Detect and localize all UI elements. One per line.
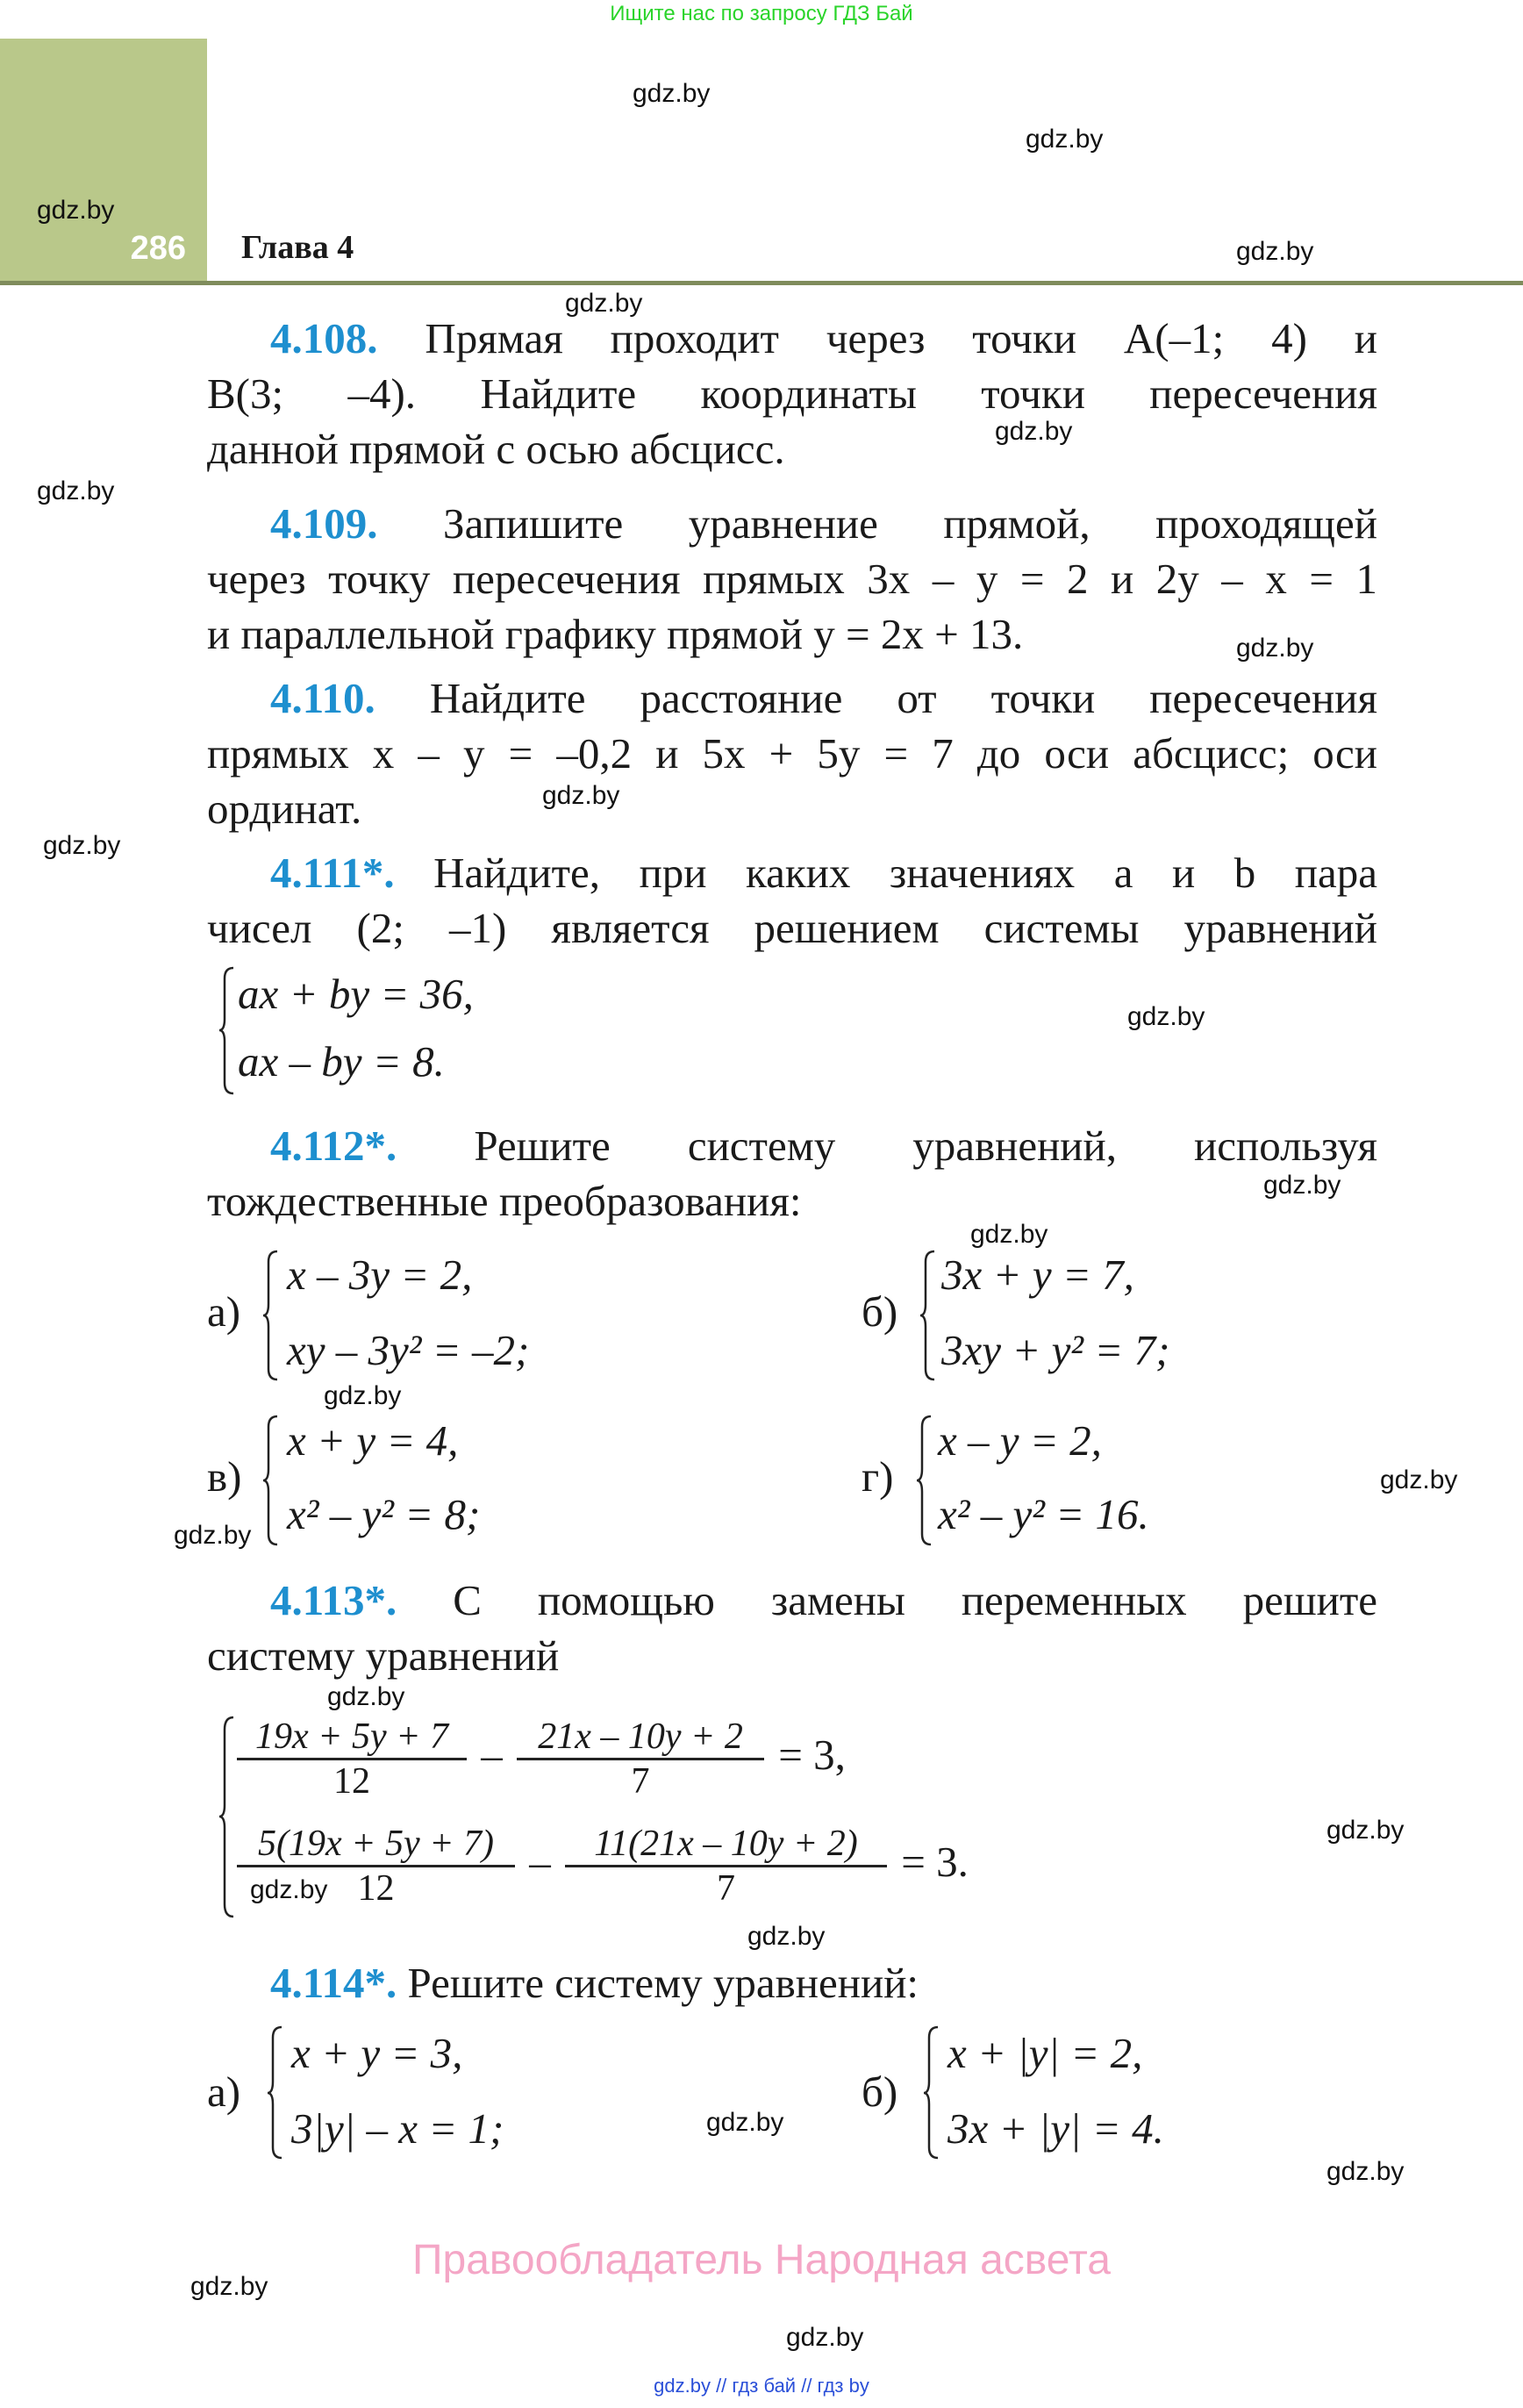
problem-number: 4.113*. xyxy=(270,1576,397,1624)
watermark: gdz.by xyxy=(542,781,620,810)
problem-4-113 xyxy=(207,1573,1377,1683)
equation: xy – 3y² = –2; xyxy=(287,1326,530,1374)
brace-icon xyxy=(219,968,237,1093)
fraction xyxy=(233,1716,470,1802)
watermark: gdz.by xyxy=(1127,1002,1205,1031)
chapter-title: Глава 4 xyxy=(241,229,354,266)
watermark: gdz.by xyxy=(327,1682,405,1711)
numerator: 5(19x + 5y + 7) xyxy=(237,1823,515,1867)
brace-icon xyxy=(263,1251,281,1380)
item-label: б) xyxy=(862,1287,898,1336)
copyright-notice: Правообладатель Народная асвета xyxy=(412,2237,1111,2283)
watermark: gdz.by xyxy=(37,477,115,505)
equation: ax + by = 36, xyxy=(238,970,474,1018)
text-line: Найдите расстояние от точки пересечения xyxy=(429,674,1377,722)
brace-icon xyxy=(924,2027,941,2158)
text-line: прямых x – y = –0,2 и 5x + 5y = 7 до оси абсцисс; оси xyxy=(207,729,1377,778)
watermark: gdz.by xyxy=(995,417,1073,446)
watermark: gdz.by xyxy=(324,1381,402,1410)
denominator: 12 xyxy=(357,1868,395,1909)
watermark: gdz.by xyxy=(706,2108,784,2137)
item-label: а) xyxy=(207,1287,241,1336)
operator: – xyxy=(529,1837,551,1886)
text-line: данной прямой с осью абсцисс. xyxy=(207,425,785,473)
problem-number: 4.110. xyxy=(270,674,375,722)
equation: 3|y| – x = 1; xyxy=(291,2104,504,2153)
watermark: gdz.by xyxy=(1236,237,1314,266)
text-line: Решите систему уравнений, используя xyxy=(474,1122,1378,1170)
text-line: Прямая проходит через точки A(–1; 4) и xyxy=(425,314,1377,362)
problem-4-114 xyxy=(207,1955,1377,2010)
brace-icon xyxy=(268,2027,285,2158)
text-line: Запишите уравнение прямой, проходящей xyxy=(443,499,1377,548)
equation: ax – by = 8. xyxy=(238,1037,445,1086)
problem-number: 4.109. xyxy=(270,499,378,548)
brace-icon xyxy=(920,1251,938,1380)
problem-4-109 xyxy=(207,496,1377,662)
equation: x – y = 2, xyxy=(938,1416,1102,1465)
text-line: Найдите, при каких значениях a и b пара xyxy=(433,849,1377,897)
watermark: gdz.by xyxy=(1326,2157,1405,2186)
equation: x + |y| = 2, xyxy=(947,2029,1143,2077)
problem-number: 4.112*. xyxy=(270,1122,397,1170)
text-line: и параллельной графику прямой y = 2x + 13. xyxy=(207,610,1024,658)
brace-icon xyxy=(263,1416,281,1544)
rhs: = 3, xyxy=(778,1730,846,1779)
header-rule xyxy=(0,281,1523,285)
watermark: gdz.by xyxy=(190,2272,268,2301)
equation: 3xy + y² = 7; xyxy=(941,1326,1170,1374)
numerator: 21x – 10y + 2 xyxy=(517,1716,764,1760)
text-line: С помощью замены переменных решите xyxy=(453,1576,1377,1624)
denominator: 7 xyxy=(631,1761,650,1802)
item-label: в) xyxy=(207,1452,242,1501)
watermark: gdz.by xyxy=(1263,1171,1341,1200)
text-line: Решите систему уравнений: xyxy=(407,1959,919,2007)
watermark: gdz.by xyxy=(633,79,711,108)
problem-4-111 xyxy=(207,845,1377,956)
denominator: 7 xyxy=(717,1868,735,1909)
watermark: gdz.by xyxy=(37,196,115,225)
watermark: gdz.by xyxy=(43,831,121,860)
problem-number: 4.108. xyxy=(270,314,378,362)
watermark: gdz.by xyxy=(250,1875,328,1904)
text-line: через точку пересечения прямых 3x – y = 2 и 2y – x = 1 xyxy=(207,555,1377,603)
equation: 3x + y = 7, xyxy=(941,1251,1134,1299)
text-line: ординат. xyxy=(207,785,362,833)
problem-4-108 xyxy=(207,311,1377,477)
footer-links[interactable]: gdz.by // гдз бай // гдз by xyxy=(654,2375,869,2397)
equation: x + y = 4, xyxy=(287,1416,459,1465)
problem-4-112 xyxy=(207,1118,1377,1229)
denominator: 12 xyxy=(333,1761,370,1802)
equation-row-1 xyxy=(233,1716,846,1802)
page-number: 286 xyxy=(130,230,186,267)
equation: x² – y² = 8; xyxy=(287,1490,481,1538)
text-line: B(3; –4). Найдите координаты точки пересечения xyxy=(207,369,1377,418)
fraction xyxy=(561,1823,890,1910)
problem-number: 4.111*. xyxy=(270,849,395,897)
fraction xyxy=(513,1716,768,1802)
item-label: а) xyxy=(207,2068,241,2116)
equation-row-2 xyxy=(233,1823,969,1910)
watermark: gdz.by xyxy=(1236,634,1314,663)
watermark: gdz.by xyxy=(174,1521,252,1550)
watermark: gdz.by xyxy=(1380,1466,1458,1494)
search-hint: Ищите нас по запросу ГДЗ Бай xyxy=(610,2,913,25)
text-line: тождественные преобразования: xyxy=(207,1177,802,1225)
brace-icon xyxy=(917,1416,934,1544)
watermark: gdz.by xyxy=(1326,1816,1405,1845)
equation: x² – y² = 16. xyxy=(938,1490,1149,1538)
equation: x + y = 3, xyxy=(291,2029,463,2077)
watermark: gdz.by xyxy=(970,1220,1048,1249)
rhs: = 3. xyxy=(901,1837,969,1886)
watermark: gdz.by xyxy=(565,289,643,318)
watermark: gdz.by xyxy=(1026,125,1104,154)
text-line: систему уравнений xyxy=(207,1631,560,1680)
text-line: чисел (2; –1) является решением системы уравнений xyxy=(207,904,1377,952)
item-label: г) xyxy=(862,1452,894,1501)
problem-4-110 xyxy=(207,670,1377,836)
operator: – xyxy=(481,1730,503,1779)
item-label: б) xyxy=(862,2068,898,2116)
equation: 3x + |y| = 4. xyxy=(947,2104,1164,2153)
numerator: 11(21x – 10y + 2) xyxy=(565,1823,887,1867)
problem-number: 4.114*. xyxy=(270,1959,397,2007)
watermark: gdz.by xyxy=(786,2323,864,2352)
numerator: 19x + 5y + 7 xyxy=(237,1716,467,1760)
watermark: gdz.by xyxy=(747,1922,826,1951)
equation: x – 3y = 2, xyxy=(287,1251,473,1299)
